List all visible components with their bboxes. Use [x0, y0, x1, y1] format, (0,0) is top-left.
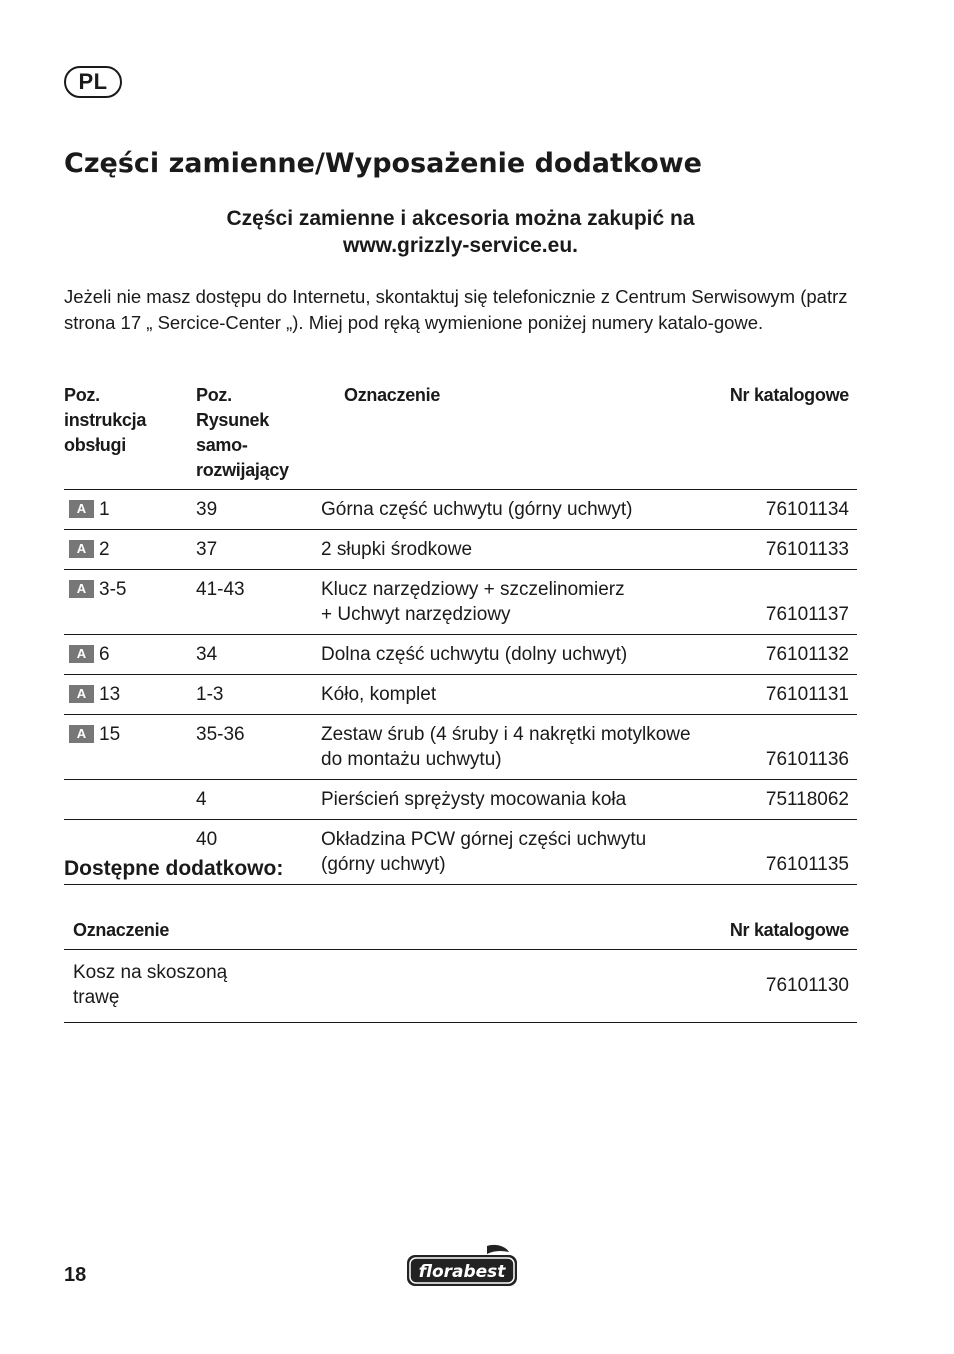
language-badge: PL	[64, 66, 122, 98]
header-manual-position: Poz. instrukcja obsługi	[64, 385, 147, 455]
drawing-position-cell: 1-3	[196, 675, 321, 715]
description-cell: Okładzina PCW górnej części uchwytu (górny uchwyt)	[321, 820, 709, 885]
table-row	[64, 950, 857, 1023]
catalog-number-cell: 76101135	[709, 820, 857, 885]
manual-position-cell: A 3-5	[64, 570, 196, 635]
florabest-logo	[405, 1244, 519, 1290]
brand-name: florabest	[418, 1262, 506, 1282]
header-description: Oznaczenie	[344, 385, 441, 405]
catalog-number-cell: 76101134	[709, 490, 857, 530]
description-cell: 2 słupki środkowe	[321, 530, 709, 570]
header-description: Oznaczenie	[73, 920, 170, 940]
catalog-number-cell: 76101136	[709, 715, 857, 780]
purchase-note-url: www.grizzly-service.eu.	[343, 234, 578, 257]
catalog-number-cell: 76101133	[709, 530, 857, 570]
page-title: Części zamienne/Wyposażenie dodatkowe	[64, 148, 702, 179]
figure-a-tag: A	[69, 580, 94, 598]
manual-position-cell: A 15	[64, 715, 196, 780]
description-cell: Dolna część uchwytu (dolny uchwyt)	[321, 635, 709, 675]
header-catalog-number: Nr katalogowe	[729, 385, 849, 405]
figure-a-tag: A	[69, 685, 94, 703]
extras-section-title: Dostępne dodatkowo:	[64, 857, 284, 880]
page-number: 18	[64, 1264, 87, 1286]
catalog-number-cell: 76101132	[709, 635, 857, 675]
description-cell: Pierścień sprężysty mocowania koła	[321, 780, 709, 820]
drawing-position-cell: 41-43	[196, 570, 321, 635]
table-row	[64, 530, 857, 570]
spare-parts-table	[64, 383, 857, 885]
catalog-number-cell: 76101137	[709, 570, 857, 635]
description-cell: Klucz narzędziowy + szczelinomierz + Uchwyt narzędziowy	[321, 570, 709, 635]
figure-a-tag: A	[69, 500, 94, 518]
table-row	[64, 715, 857, 780]
table-row	[64, 635, 857, 675]
catalog-number-cell: 76101131	[709, 675, 857, 715]
drawing-position-cell: 34	[196, 635, 321, 675]
manual-position-cell: A 2	[64, 530, 196, 570]
description-cell: Górna część uchwytu (górny uchwyt)	[321, 490, 709, 530]
drawing-position-cell: 37	[196, 530, 321, 570]
manual-position-cell	[64, 780, 196, 820]
intro-paragraph: Jeżeli nie masz dostępu do Internetu, skontaktuj się telefonicznie z Centrum Serwisowym (patrz strona 17 „ Sercice-Center „). Miej pod ręką wymienione poniżej numery katalo-gowe.	[64, 286, 848, 333]
leaf-icon	[487, 1245, 509, 1254]
figure-a-tag: A	[69, 645, 94, 663]
manual-position-cell: A 1	[64, 490, 196, 530]
figure-a-tag: A	[69, 540, 94, 558]
header-catalog-number: Nr katalogowe	[729, 920, 849, 940]
catalog-number-cell: 75118062	[709, 780, 857, 820]
drawing-position-cell: 35-36	[196, 715, 321, 780]
drawing-position-cell: 4	[196, 780, 321, 820]
table-row	[64, 490, 857, 530]
table-header-row	[64, 383, 857, 490]
description-cell: Kosz na skoszoną trawę	[64, 950, 700, 1023]
description-cell: Zestaw śrub (4 śruby i 4 nakrętki motylkowe do montażu uchwytu)	[321, 715, 709, 780]
manual-position-cell: A 13	[64, 675, 196, 715]
figure-a-tag: A	[69, 725, 94, 743]
drawing-position-cell: 40	[196, 820, 321, 885]
purchase-note-line1: Części zamienne i akcesoria można zakupić na	[226, 207, 695, 230]
drawing-position-cell: 39	[196, 490, 321, 530]
manual-position-cell: A 6	[64, 635, 196, 675]
accessories-table	[64, 918, 857, 1023]
catalog-number-cell: 76101130	[700, 950, 857, 1023]
header-drawing-position: Poz. Rysunek samo- rozwijający	[196, 385, 289, 480]
description-cell: Kóło, komplet	[321, 675, 709, 715]
table-row	[64, 570, 857, 635]
table-row	[64, 675, 857, 715]
table-header-row	[64, 918, 857, 950]
table-row	[64, 780, 857, 820]
